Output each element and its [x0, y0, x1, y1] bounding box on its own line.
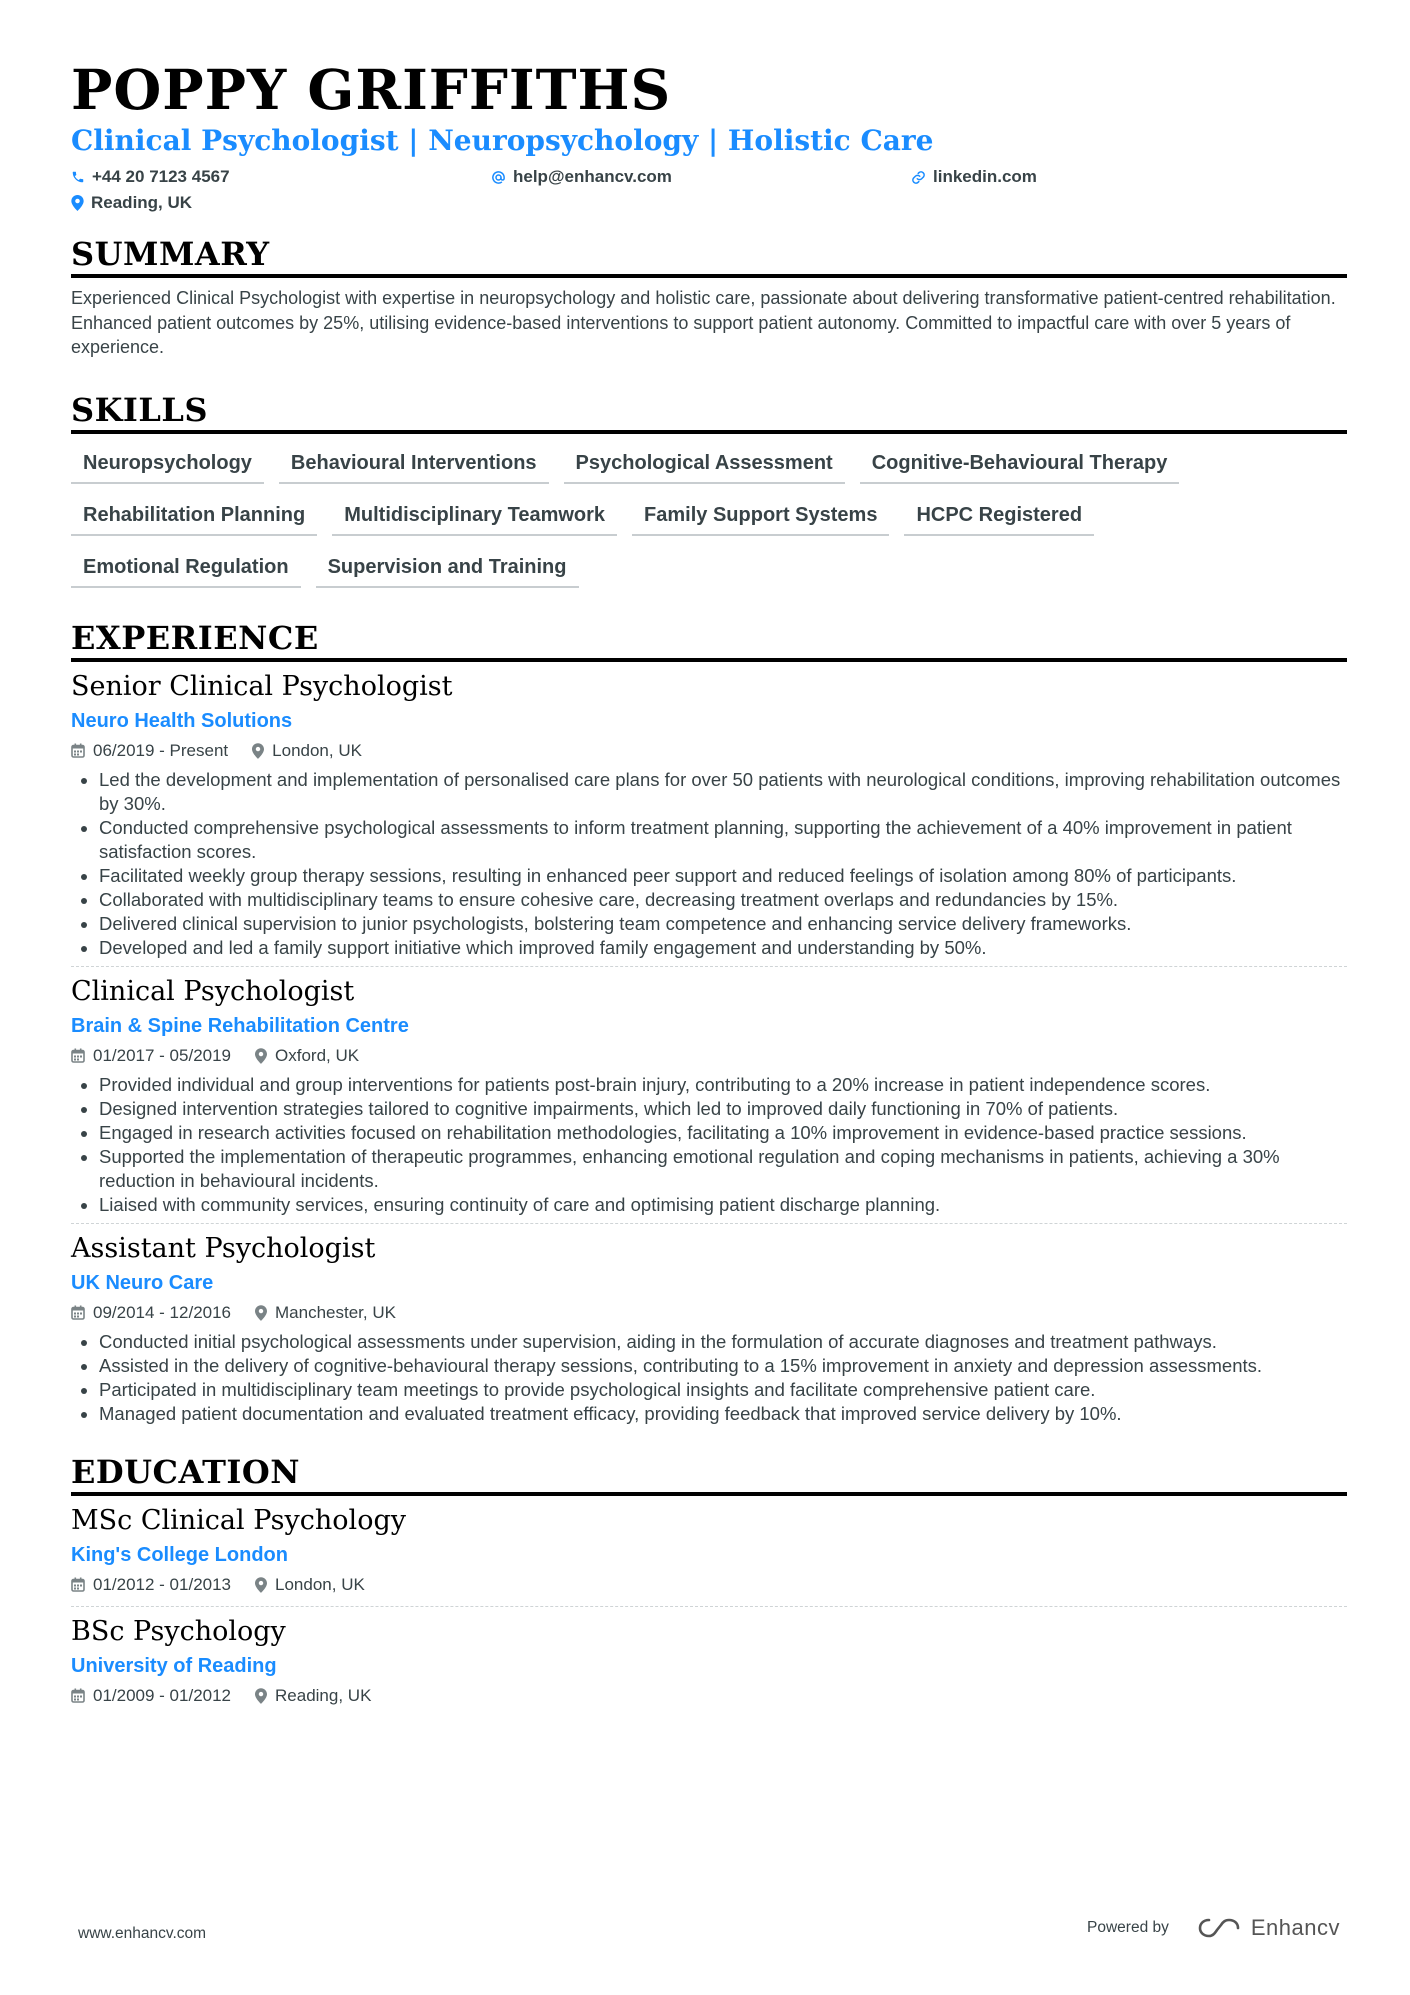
bullet-item: • Assisted in the delivery of cognitive-behavioural therapy sessions, contributing to a 15% improvement in anxiety and depression assessments. — [99, 1354, 1347, 1378]
calendar-icon — [71, 743, 85, 758]
skills-list — [71, 446, 1347, 602]
education-dates — [71, 1574, 231, 1596]
headline: Clinical Psychologist | Neuropsychology | Holistic Care — [71, 124, 934, 157]
at-icon — [491, 170, 506, 185]
job-role: Senior Clinical Psychologist — [71, 670, 453, 702]
bullet-item: • Supported the implementation of therapeutic programmes, enhancing emotional regulation and coping mechanisms in patients, achieving a 30% reduction in behavioural incidents. — [99, 1145, 1347, 1193]
job-meta — [71, 740, 1347, 762]
job-location-text: London, UK — [272, 740, 362, 760]
enhancv-logo-icon — [1197, 1916, 1243, 1940]
summary-section — [71, 234, 1347, 360]
enhancv-brand: Enhancv — [1250, 1915, 1340, 1940]
job-dates-text: 01/2017 - 05/2019 — [93, 1045, 232, 1065]
contact-phone[interactable] — [71, 164, 491, 190]
footer-website[interactable]: www.enhancv.com — [78, 1925, 207, 1942]
skill-tag: Neuropsychology — [71, 446, 264, 484]
location-pin-icon — [255, 1577, 267, 1593]
bullet-item: • Facilitated weekly group therapy sessions, resulting in enhanced peer support and reduced feelings of isolation among 80% of participants. — [99, 864, 1347, 888]
bullet-item: • Participated in multidisciplinary team meetings to provide psychological insights and facilitate comprehensive patient care. — [99, 1378, 1347, 1402]
skills-title: SKILLS — [71, 390, 1347, 434]
education-dates — [71, 1685, 231, 1707]
skill-tag: HCPC Registered — [904, 498, 1094, 536]
skill-tag: Multidisciplinary Teamwork — [332, 498, 617, 536]
calendar-icon — [71, 1577, 85, 1592]
skill-tag: Supervision and Training — [316, 550, 579, 588]
job-role: Clinical Psychologist — [71, 975, 355, 1007]
job-location-text: Manchester, UK — [275, 1302, 396, 1322]
entry-divider — [71, 1606, 1347, 1607]
job-location — [255, 1045, 359, 1067]
job-role: Assistant Psychologist — [71, 1232, 376, 1264]
entry-divider — [71, 966, 1347, 967]
bullet-item: • Managed patient documentation and evaluated treatment efficacy, providing feedback that improved service delivery by 10%. — [99, 1402, 1347, 1426]
location-pin-icon — [71, 195, 84, 211]
education-location — [255, 1685, 371, 1707]
job-dates — [71, 1302, 231, 1324]
job-bullets — [71, 768, 1347, 960]
skill-tag: Psychological Assessment — [564, 446, 845, 484]
job-company: UK Neuro Care — [71, 1271, 214, 1294]
link-text: linkedin.com — [933, 167, 1037, 186]
summary-text: Experienced Clinical Psychologist with expertise in neuropsychology and holistic care, passionate about delivering transformative patient-centred rehabilitation. Enhanced patient outcomes by 25%, utilising evidence-based interventions to support patient autonomy. Committed to impactful care with over 5 years of experience. — [71, 288, 1336, 357]
experience-entry — [71, 975, 1347, 1224]
job-bullets — [71, 1073, 1347, 1217]
bullet-item: • Designed intervention strategies tailored to cognitive impairments, which led to improved daily functioning in 70% of patients. — [99, 1097, 1347, 1121]
summary-title: SUMMARY — [71, 234, 1347, 278]
resume-page — [71, 58, 1347, 1707]
job-dates — [71, 1045, 231, 1067]
education-list — [71, 1504, 1347, 1707]
skill-tag: Family Support Systems — [632, 498, 889, 536]
experience-entry — [71, 1232, 1347, 1426]
degree: MSc Clinical Psychology — [71, 1504, 406, 1536]
job-meta — [71, 1045, 1347, 1067]
jobs-list — [71, 670, 1347, 1426]
bullet-item: • Engaged in research activities focused on rehabilitation methodologies, facilitating a 10% improvement in evidence-based practice sessions. — [99, 1121, 1347, 1145]
footer-branding — [1087, 1915, 1340, 1941]
phone-icon — [71, 170, 85, 184]
education-location — [255, 1574, 365, 1596]
job-meta — [71, 1302, 1347, 1324]
job-bullets — [71, 1330, 1347, 1426]
education-title: EDUCATION — [71, 1452, 1347, 1496]
job-company: Brain & Spine Rehabilitation Centre — [71, 1014, 409, 1037]
location-pin-icon — [255, 1305, 267, 1321]
email-text: help@enhancv.com — [513, 167, 672, 186]
education-meta — [71, 1574, 1347, 1596]
bullet-item: • Led the development and implementation of personalised care plans for over 50 patients with neurological conditions, improving rehabilitation outcomes by 30%. — [99, 768, 1347, 816]
education-location-text: London, UK — [275, 1574, 365, 1594]
job-dates-text: 09/2014 - 12/2016 — [93, 1302, 232, 1322]
education-dates-text: 01/2009 - 01/2012 — [93, 1685, 232, 1705]
skill-tag: Rehabilitation Planning — [71, 498, 317, 536]
education-location-text: Reading, UK — [275, 1685, 372, 1705]
location-pin-icon — [252, 743, 264, 759]
location-pin-icon — [255, 1688, 267, 1704]
job-location-text: Oxford, UK — [275, 1045, 360, 1065]
education-entry — [71, 1504, 1347, 1607]
link-icon — [911, 170, 926, 185]
location-text: Reading, UK — [91, 193, 193, 212]
phone-text: +44 20 7123 4567 — [92, 167, 230, 186]
bullet-item: • Liaised with community services, ensuring continuity of care and optimising patient discharge planning. — [99, 1193, 1347, 1217]
experience-entry — [71, 670, 1347, 967]
job-location — [255, 1302, 396, 1324]
education-meta — [71, 1685, 1347, 1707]
experience-section — [71, 618, 1347, 1426]
powered-by-text: Powered by — [1087, 1919, 1169, 1936]
contact-info — [71, 164, 1347, 216]
bullet-item: • Collaborated with multidisciplinary teams to ensure cohesive care, decreasing treatment overlaps and redundancies by 15%. — [99, 888, 1347, 912]
entry-divider — [71, 1223, 1347, 1224]
job-company: Neuro Health Solutions — [71, 709, 293, 732]
bullet-item: • Conducted comprehensive psychological assessments to inform treatment planning, supporting the achievement of a 40% improvement in patient satisfaction scores. — [99, 816, 1347, 864]
education-entry — [71, 1615, 1347, 1707]
contact-location — [71, 190, 491, 216]
candidate-name: POPPY GRIFFITHS — [71, 57, 672, 122]
job-dates — [71, 740, 228, 762]
calendar-icon — [71, 1688, 85, 1703]
calendar-icon — [71, 1048, 85, 1063]
contact-link[interactable] — [911, 164, 1331, 190]
school: King's College London — [71, 1543, 288, 1566]
bullet-item: • Delivered clinical supervision to junior psychologists, bolstering team competence and enhancing service delivery frameworks. — [99, 912, 1347, 936]
education-dates-text: 01/2012 - 01/2013 — [93, 1574, 232, 1594]
bullet-item: • Provided individual and group interventions for patients post-brain injury, contributing to a 20% increase in patient independence scores. — [99, 1073, 1347, 1097]
skills-section — [71, 390, 1347, 602]
job-dates-text: 06/2019 - Present — [93, 740, 229, 760]
school: University of Reading — [71, 1654, 277, 1677]
bullet-item: • Developed and led a family support initiative which improved family engagement and understanding by 50%. — [99, 936, 1347, 960]
contact-email[interactable] — [491, 164, 911, 190]
bullet-item: • Conducted initial psychological assessments under supervision, aiding in the formulation of accurate diagnoses and treatment pathways. — [99, 1330, 1347, 1354]
education-section — [71, 1452, 1347, 1707]
calendar-icon — [71, 1305, 85, 1320]
location-pin-icon — [255, 1048, 267, 1064]
experience-title: EXPERIENCE — [71, 618, 1347, 662]
skill-tag: Emotional Regulation — [71, 550, 301, 588]
skill-tag: Behavioural Interventions — [279, 446, 549, 484]
degree: BSc Psychology — [71, 1615, 286, 1647]
skill-tag: Cognitive-Behavioural Therapy — [860, 446, 1180, 484]
job-location — [252, 740, 362, 762]
